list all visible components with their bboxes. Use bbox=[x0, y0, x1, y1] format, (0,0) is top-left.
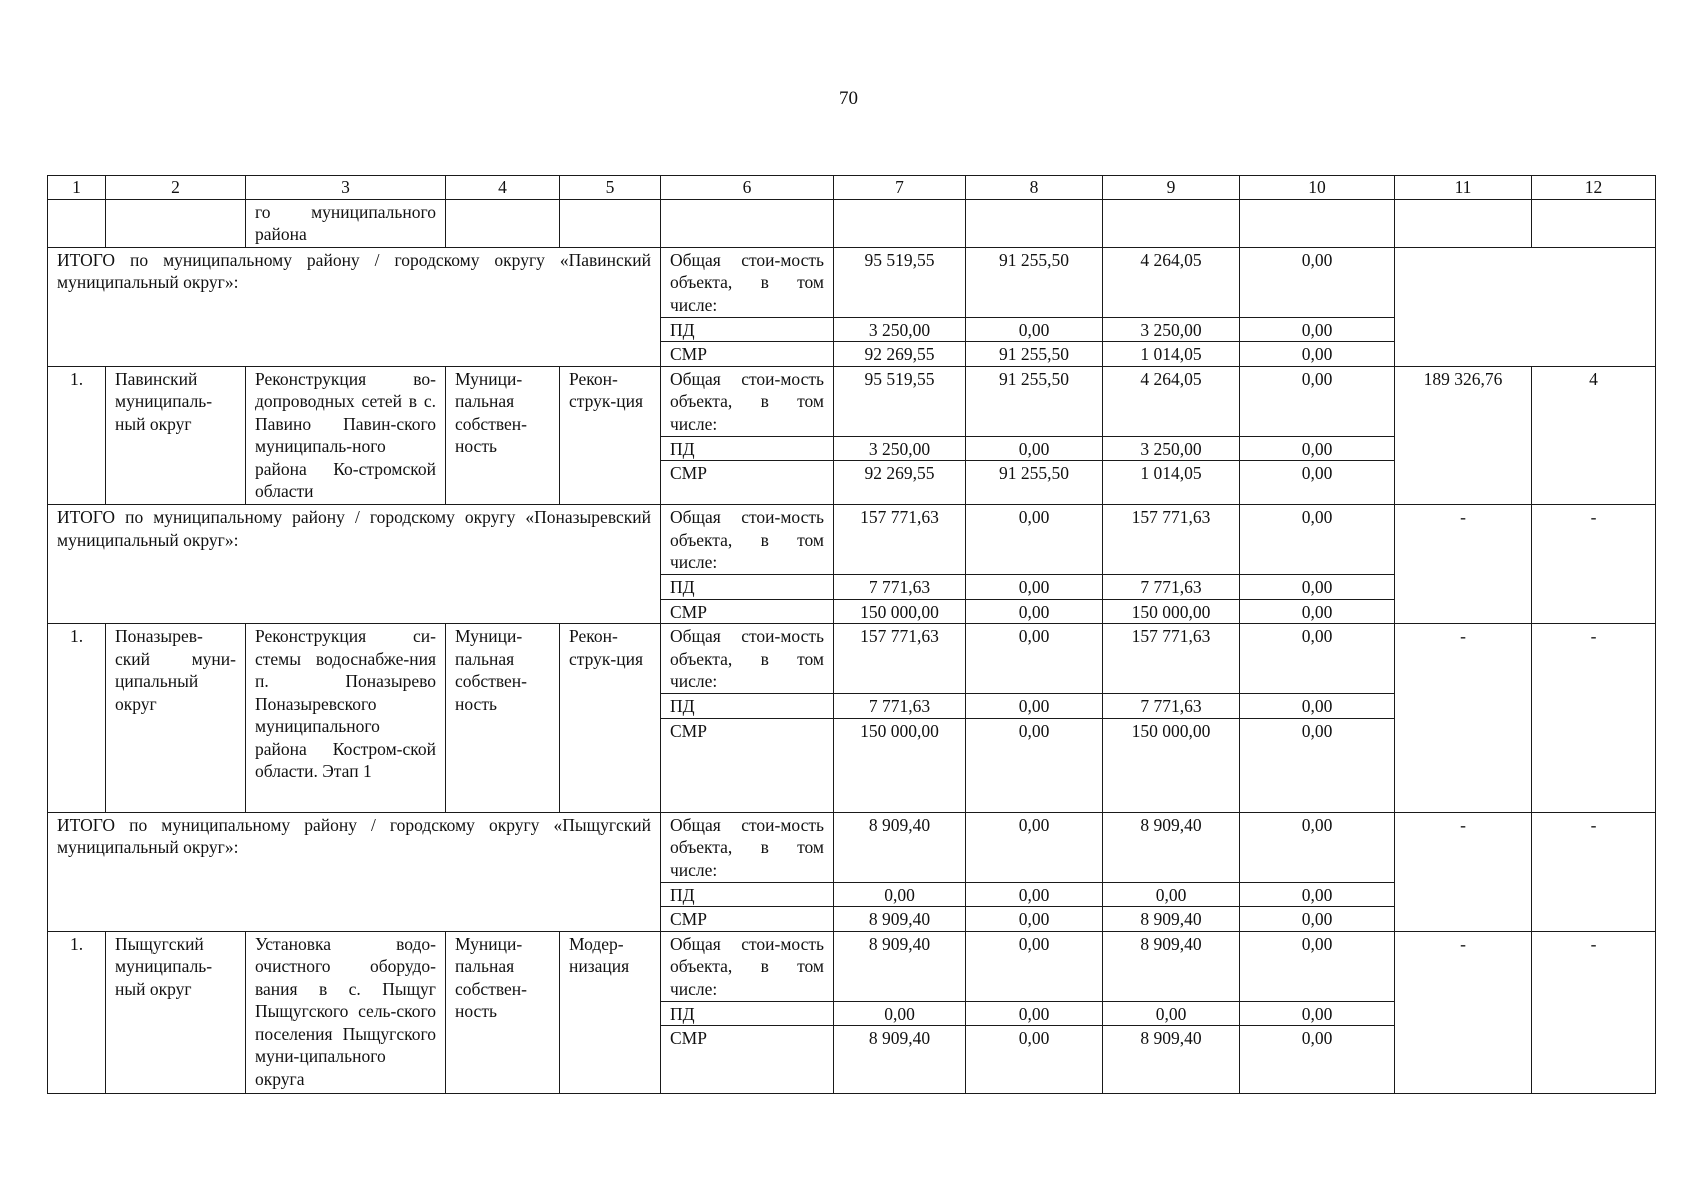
table-row bbox=[48, 505, 1656, 575]
value-cell: 150 000,00 bbox=[1103, 599, 1240, 624]
value-cell: 157 771,63 bbox=[1103, 624, 1240, 694]
value-cell: 0,00 bbox=[966, 931, 1103, 1001]
value-cell: 0,00 bbox=[1240, 436, 1395, 461]
value-cell: 3 250,00 bbox=[1103, 317, 1240, 342]
table-row bbox=[48, 366, 1656, 436]
value-cell: 150 000,00 bbox=[834, 599, 966, 624]
column-header-row bbox=[48, 176, 1656, 200]
column-header: 6 bbox=[661, 176, 834, 200]
object-name-continuation: го муниципального района bbox=[246, 199, 446, 247]
value-cell: 157 771,63 bbox=[834, 505, 966, 575]
value-cell: 0,00 bbox=[966, 436, 1103, 461]
table-row bbox=[48, 931, 1656, 1001]
value-cell: 8 909,40 bbox=[1103, 1026, 1240, 1094]
object-name: Установка водо-очистного оборудо-вания в с. Пыщуг Пыщугского сель-ского поселения Пыщугского муни-ципального округа bbox=[246, 931, 446, 1094]
ownership-type: Муници-пальная собствен-ность bbox=[446, 931, 560, 1094]
value-cell: 8 909,40 bbox=[1103, 907, 1240, 932]
value-cell: 0,00 bbox=[1240, 366, 1395, 436]
value-cell: 0,00 bbox=[1103, 882, 1240, 907]
value-cell: 157 771,63 bbox=[1103, 505, 1240, 575]
smr-label: СМР bbox=[661, 342, 834, 367]
col12-value: - bbox=[1532, 505, 1656, 624]
value-cell: 0,00 bbox=[966, 882, 1103, 907]
column-header: 8 bbox=[966, 176, 1103, 200]
value-cell: 0,00 bbox=[1240, 931, 1395, 1001]
value-cell: 150 000,00 bbox=[1103, 718, 1240, 812]
col12-value: 4 bbox=[1532, 366, 1656, 505]
value-cell: 7 771,63 bbox=[1103, 694, 1240, 719]
table-row bbox=[48, 624, 1656, 694]
empty-cell bbox=[1395, 247, 1656, 366]
value-cell: 0,00 bbox=[1240, 694, 1395, 719]
item-number: 1. bbox=[48, 931, 106, 1094]
municipality-name: Пыщугский муниципаль-ный округ bbox=[106, 931, 246, 1094]
district-total-label: ИТОГО по муниципальному району / городскому округу «Пыщугский муниципальный округ»: bbox=[48, 812, 661, 931]
value-cell: 0,00 bbox=[966, 718, 1103, 812]
column-header: 11 bbox=[1395, 176, 1532, 200]
column-header: 1 bbox=[48, 176, 106, 200]
cost-total-label: Общая стои-мость объекта, в том числе: bbox=[661, 812, 834, 882]
value-cell: 0,00 bbox=[966, 505, 1103, 575]
value-cell: 0,00 bbox=[1240, 882, 1395, 907]
value-cell: 0,00 bbox=[1240, 247, 1395, 317]
value-cell: 8 909,40 bbox=[1103, 931, 1240, 1001]
smr-label: СМР bbox=[661, 461, 834, 505]
value-cell: 91 255,50 bbox=[966, 247, 1103, 317]
cost-total-label: Общая стои-мость объекта, в том числе: bbox=[661, 931, 834, 1001]
column-header: 7 bbox=[834, 176, 966, 200]
value-cell: 92 269,55 bbox=[834, 461, 966, 505]
value-cell: 0,00 bbox=[1240, 1026, 1395, 1094]
value-cell: 0,00 bbox=[966, 624, 1103, 694]
column-header: 9 bbox=[1103, 176, 1240, 200]
municipality-name: Поназырев-ский муни-ципальный округ bbox=[106, 624, 246, 813]
pd-label: ПД bbox=[661, 694, 834, 719]
item-number: 1. bbox=[48, 624, 106, 813]
smr-label: СМР bbox=[661, 718, 834, 812]
value-cell: 3 250,00 bbox=[834, 317, 966, 342]
value-cell: 3 250,00 bbox=[834, 436, 966, 461]
value-cell: 0,00 bbox=[1240, 1001, 1395, 1026]
value-cell: 0,00 bbox=[966, 575, 1103, 600]
value-cell: 0,00 bbox=[1240, 342, 1395, 367]
col12-value: - bbox=[1532, 812, 1656, 931]
column-header: 5 bbox=[560, 176, 661, 200]
value-cell: 0,00 bbox=[966, 317, 1103, 342]
ownership-type: Муници-пальная собствен-ность bbox=[446, 366, 560, 505]
page-number: 70 bbox=[839, 88, 858, 109]
table-row bbox=[48, 812, 1656, 882]
value-cell: 0,00 bbox=[1240, 624, 1395, 694]
district-total-label: ИТОГО по муниципальному району / городскому округу «Павинский муниципальный округ»: bbox=[48, 247, 661, 366]
value-cell: 150 000,00 bbox=[834, 718, 966, 812]
column-header: 3 bbox=[246, 176, 446, 200]
value-cell: 8 909,40 bbox=[834, 812, 966, 882]
value-cell: 91 255,50 bbox=[966, 366, 1103, 436]
value-cell: 7 771,63 bbox=[834, 575, 966, 600]
smr-label: СМР bbox=[661, 1026, 834, 1094]
value-cell: 0,00 bbox=[1103, 1001, 1240, 1026]
pd-label: ПД bbox=[661, 882, 834, 907]
value-cell: 91 255,50 bbox=[966, 461, 1103, 505]
col11-value: - bbox=[1395, 505, 1532, 624]
value-cell: 0,00 bbox=[1240, 505, 1395, 575]
cost-total-label: Общая стои-мость объекта, в том числе: bbox=[661, 624, 834, 694]
value-cell: 8 909,40 bbox=[834, 907, 966, 932]
municipality-name: Павинский муниципаль-ный округ bbox=[106, 366, 246, 505]
work-type: Рекон-струк-ция bbox=[560, 366, 661, 505]
ownership-type: Муници-пальная собствен-ность bbox=[446, 624, 560, 813]
column-header: 12 bbox=[1532, 176, 1656, 200]
value-cell: 157 771,63 bbox=[834, 624, 966, 694]
cost-total-label: Общая стои-мость объекта, в том числе: bbox=[661, 366, 834, 436]
value-cell: 0,00 bbox=[966, 812, 1103, 882]
value-cell: 7 771,63 bbox=[834, 694, 966, 719]
value-cell: 91 255,50 bbox=[966, 342, 1103, 367]
value-cell: 8 909,40 bbox=[834, 1026, 966, 1094]
col11-value: - bbox=[1395, 931, 1532, 1094]
pd-label: ПД bbox=[661, 1001, 834, 1026]
value-cell: 0,00 bbox=[1240, 907, 1395, 932]
budget-table bbox=[47, 175, 1656, 1094]
column-header: 4 bbox=[446, 176, 560, 200]
value-cell: 92 269,55 bbox=[834, 342, 966, 367]
value-cell: 0,00 bbox=[966, 694, 1103, 719]
smr-label: СМР bbox=[661, 599, 834, 624]
value-cell: 0,00 bbox=[1240, 317, 1395, 342]
work-type: Модер-низация bbox=[560, 931, 661, 1094]
district-total-label: ИТОГО по муниципальному району / городскому округу «Поназыревский муниципальный округ»: bbox=[48, 505, 661, 624]
col11-value: 189 326,76 bbox=[1395, 366, 1532, 505]
value-cell: 0,00 bbox=[1240, 812, 1395, 882]
work-type: Рекон-струк-ция bbox=[560, 624, 661, 813]
value-cell: 0,00 bbox=[1240, 599, 1395, 624]
value-cell: 95 519,55 bbox=[834, 247, 966, 317]
col11-value: - bbox=[1395, 624, 1532, 813]
continuation-row bbox=[48, 199, 1656, 247]
item-number: 1. bbox=[48, 366, 106, 505]
value-cell: 0,00 bbox=[966, 907, 1103, 932]
col11-value: - bbox=[1395, 812, 1532, 931]
value-cell: 0,00 bbox=[1240, 718, 1395, 812]
value-cell: 0,00 bbox=[834, 1001, 966, 1026]
value-cell: 4 264,05 bbox=[1103, 247, 1240, 317]
col12-value: - bbox=[1532, 624, 1656, 813]
value-cell: 3 250,00 bbox=[1103, 436, 1240, 461]
pd-label: ПД bbox=[661, 575, 834, 600]
value-cell: 0,00 bbox=[966, 1001, 1103, 1026]
value-cell: 1 014,05 bbox=[1103, 342, 1240, 367]
value-cell: 8 909,40 bbox=[834, 931, 966, 1001]
pd-label: ПД bbox=[661, 436, 834, 461]
smr-label: СМР bbox=[661, 907, 834, 932]
pd-label: ПД bbox=[661, 317, 834, 342]
value-cell: 0,00 bbox=[966, 599, 1103, 624]
value-cell: 8 909,40 bbox=[1103, 812, 1240, 882]
value-cell: 0,00 bbox=[1240, 461, 1395, 505]
value-cell: 0,00 bbox=[1240, 575, 1395, 600]
cost-total-label: Общая стои-мость объекта, в том числе: bbox=[661, 247, 834, 317]
value-cell: 7 771,63 bbox=[1103, 575, 1240, 600]
value-cell: 4 264,05 bbox=[1103, 366, 1240, 436]
value-cell: 0,00 bbox=[834, 882, 966, 907]
object-name: Реконструкция си-стемы водоснабже-ния п. Поназырево Поназыревского муниципального района Костром-ской области. Этап 1 bbox=[246, 624, 446, 813]
value-cell: 95 519,55 bbox=[834, 366, 966, 436]
object-name: Реконструкция во-допроводных сетей в с. Павино Павин-ского муниципаль-ного района Ко-стромской области bbox=[246, 366, 446, 505]
col12-value: - bbox=[1532, 931, 1656, 1094]
table-row bbox=[48, 247, 1656, 317]
value-cell: 1 014,05 bbox=[1103, 461, 1240, 505]
cost-total-label: Общая стои-мость объекта, в том числе: bbox=[661, 505, 834, 575]
column-header: 10 bbox=[1240, 176, 1395, 200]
value-cell: 0,00 bbox=[966, 1026, 1103, 1094]
column-header: 2 bbox=[106, 176, 246, 200]
